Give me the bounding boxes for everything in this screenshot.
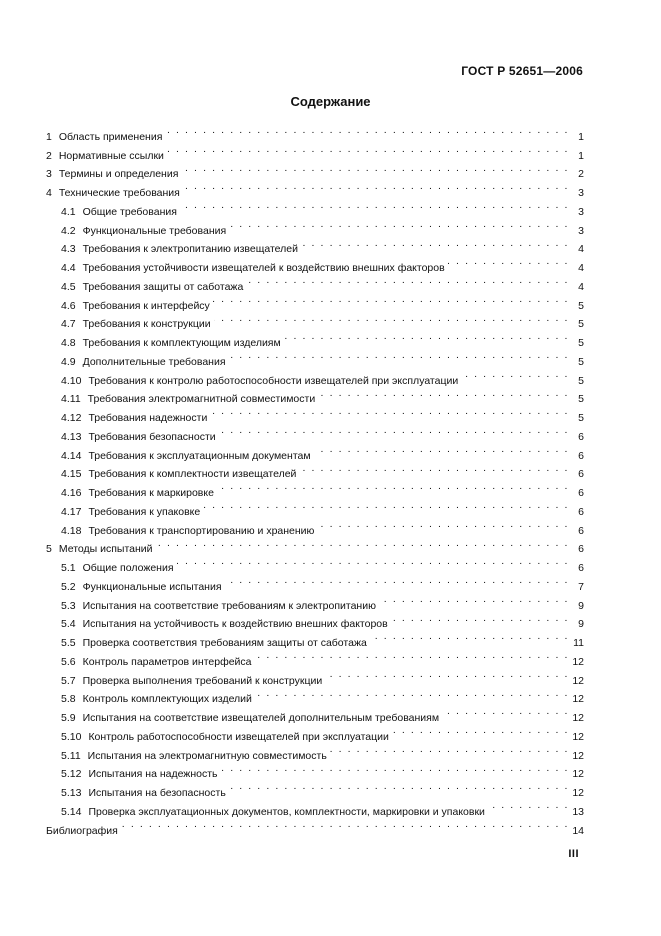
toc-entry-page: 4: [578, 243, 584, 256]
toc-entry-label: Испытания на соответствие требованиям к электропитанию: [82, 599, 376, 612]
toc-leader-dots: [167, 140, 569, 159]
toc-entry-page: 6: [578, 449, 584, 462]
toc-leader-dots: [217, 477, 569, 496]
toc-entry-page: 14: [572, 824, 584, 837]
toc-entry[interactable]: [46, 121, 584, 143]
toc-leader-dots: [210, 402, 569, 421]
toc-entry-label: Требования к упаковке: [88, 505, 201, 518]
toc-entry-number: 4.15: [61, 468, 82, 481]
toc-leader-dots: [448, 252, 569, 271]
toc-entry-label: Общие положения: [82, 562, 174, 574]
toc-entry-label: Методы испытаний: [58, 543, 153, 556]
toc-leader-dots: [442, 702, 569, 721]
toc-entry-label: Испытания на надежность: [88, 768, 218, 781]
toc-entry-page: 12: [572, 787, 584, 799]
toc-entry-number: 4.5: [61, 280, 76, 293]
toc-leader-dots: [213, 290, 569, 309]
toc-entry-page: 1: [578, 130, 584, 143]
toc-entry-label: Требования безопасности: [88, 430, 216, 443]
toc-entry-page: 6: [578, 524, 584, 537]
toc-entry-page: 7: [578, 580, 584, 593]
toc-leader-dots: [255, 684, 569, 703]
toc-entry-label: Требования электромагнитной совместимости: [87, 393, 316, 406]
toc-entry-number: 5.4: [61, 618, 76, 631]
toc-leader-dots: [165, 121, 569, 140]
page-title: Содержание: [290, 94, 371, 109]
toc-entry-label: Требования к конструкции: [82, 318, 211, 331]
toc-entry[interactable]: [46, 815, 584, 837]
toc-leader-dots: [318, 384, 569, 403]
toc-leader-dots: [461, 365, 569, 384]
toc-entry-label: Испытания на безопасность: [88, 787, 226, 799]
toc-entry-page: 5: [578, 374, 584, 387]
toc-entry-page: 6: [578, 505, 584, 518]
toc-leader-dots: [379, 590, 569, 609]
toc-entry-number: 5.9: [61, 712, 76, 724]
toc-leader-dots: [177, 552, 569, 571]
toc-entry-label: Нормативные ссылки: [58, 149, 164, 162]
toc-entry-number: 5.8: [61, 693, 76, 706]
toc-leader-dots: [229, 777, 569, 796]
toc-entry-label: Функциональные испытания: [82, 580, 222, 593]
toc-entry-number: 5.11: [61, 749, 81, 762]
toc-entry-number: 4.8: [61, 337, 76, 349]
toc-entry-number: 4.10: [61, 374, 82, 387]
toc-entry-label: Контроль работоспособности извещателей при эксплуатации: [88, 730, 389, 743]
toc-entry-page: 6: [578, 487, 584, 499]
toc-entry-number: 4.14: [61, 449, 82, 462]
toc-entry-label: Дополнительные требования: [82, 355, 226, 368]
toc-leader-dots: [214, 309, 569, 328]
toc-entry-page: 5: [578, 337, 584, 349]
toc-entry-number: 5.7: [61, 674, 76, 687]
toc-entry-number: 4.17: [61, 505, 82, 518]
toc-entry-page: 12: [572, 730, 584, 743]
toc-leader-dots: [229, 215, 569, 234]
toc-entry-page: 5: [578, 393, 584, 406]
toc-leader-dots: [181, 159, 569, 178]
document-code: ГОСТ Р 52651—2006: [461, 64, 583, 78]
toc-entry-number: 1: [46, 130, 52, 143]
toc-entry-page: 12: [572, 674, 584, 687]
toc-entry-label: Проверка выполнения требований к конструкции: [82, 674, 323, 687]
toc-entry-label: Требования к эксплуатационным документам: [88, 449, 311, 462]
toc-entry-number: 4.9: [61, 355, 76, 368]
toc-entry-page: 12: [572, 749, 584, 762]
toc-leader-dots: [392, 721, 569, 740]
toc-entry-label: Функциональные требования: [82, 224, 227, 237]
toc-entry-page: 4: [578, 262, 584, 274]
toc-leader-dots: [121, 815, 569, 834]
toc-entry-number: 5.1: [61, 562, 76, 574]
toc-entry-number: 5.10: [61, 730, 82, 743]
toc-entry-label: Проверка соответствия требованиям защиты от саботажа: [82, 637, 367, 649]
toc-entry-label: Общие требования: [82, 205, 177, 218]
toc-entry-page: 3: [578, 187, 584, 199]
toc-entry-page: 5: [578, 412, 584, 424]
table-of-contents: [46, 121, 584, 837]
toc-leader-dots: [203, 496, 569, 515]
toc-leader-dots: [299, 459, 569, 478]
toc-entry-number: 4.18: [61, 524, 82, 537]
toc-entry-number: 5.3: [61, 599, 76, 612]
toc-entry-page: 12: [572, 693, 584, 706]
toc-entry-page: 12: [572, 768, 584, 781]
toc-leader-dots: [221, 759, 570, 778]
toc-entry-label: Требования к транспортированию и хранению: [88, 524, 315, 537]
toc-entry-page: 5: [578, 299, 584, 312]
toc-entry-number: 4: [46, 187, 52, 199]
toc-leader-dots: [488, 796, 569, 815]
toc-entry-number: 5.14: [61, 805, 82, 818]
toc-entry-label: Требования к электропитанию извещателей: [82, 243, 298, 256]
toc-leader-dots: [317, 515, 569, 534]
toc-entry-number: 4.2: [61, 224, 76, 237]
toc-entry-label: Требования надежности: [88, 412, 208, 424]
toc-leader-dots: [246, 271, 569, 290]
toc-entry-label: Испытания на устойчивость к воздействию внешних факторов: [82, 618, 388, 631]
toc-entry-number: 4.1: [61, 205, 76, 218]
toc-entry-number: 4.13: [61, 430, 82, 443]
toc-leader-dots: [219, 421, 569, 440]
toc-entry-page: 3: [578, 224, 584, 237]
toc-leader-dots: [183, 177, 569, 196]
toc-leader-dots: [229, 346, 569, 365]
toc-leader-dots: [225, 571, 569, 590]
toc-leader-dots: [325, 665, 569, 684]
toc-entry-page: 13: [572, 805, 584, 818]
toc-entry-number: 2: [46, 149, 52, 162]
toc-entry-label: Контроль параметров интерфейса: [82, 655, 252, 668]
toc-leader-dots: [370, 627, 569, 646]
toc-entry-label: Требования к маркировке: [88, 487, 214, 499]
toc-entry-label: Требования к интерфейсу: [82, 299, 210, 312]
toc-entry-page: 6: [578, 430, 584, 443]
toc-entry-number: 4.3: [61, 243, 76, 256]
toc-entry-number: 4.11: [61, 393, 81, 406]
toc-entry-page: 12: [572, 655, 584, 668]
toc-entry-page: 1: [578, 149, 584, 162]
toc-entry-label: Термины и определения: [58, 168, 179, 181]
toc-entry-label: Требования к контролю работоспособности извещателей при эксплуатации: [88, 374, 459, 387]
toc-entry-page: 3: [578, 205, 584, 218]
toc-entry-page: 11: [573, 637, 584, 649]
toc-entry-page: 6: [578, 543, 584, 556]
toc-entry-label: Контроль комплектующих изделий: [82, 693, 252, 706]
toc-entry-number: 3: [46, 168, 52, 181]
toc-entry-page: 12: [572, 712, 584, 724]
toc-entry-page: 2: [578, 168, 584, 181]
toc-leader-dots: [255, 646, 569, 665]
toc-entry-page: 4: [578, 280, 584, 293]
page-number: III: [568, 848, 579, 860]
toc-entry-label: Требования к комплектности извещателей: [88, 468, 297, 481]
toc-entry-number: 5.13: [61, 787, 82, 799]
toc-entry-page: 9: [578, 618, 584, 631]
toc-entry-label: Проверка эксплуатационных документов, комплектности, маркировки и упаковки: [88, 805, 485, 818]
toc-leader-dots: [156, 534, 570, 553]
toc-entry-page: 6: [578, 562, 584, 574]
toc-entry-number: 4.7: [61, 318, 76, 331]
toc-entry-label: Требования защиты от саботажа: [82, 280, 244, 293]
toc-leader-dots: [301, 234, 569, 253]
toc-entry-number: 5.12: [61, 768, 82, 781]
toc-entry-number: 5.2: [61, 580, 76, 593]
toc-entry-number: 5.5: [61, 637, 76, 649]
toc-entry-page: 5: [578, 355, 584, 368]
toc-entry-page: 9: [578, 599, 584, 612]
toc-entry-label: Область применения: [58, 130, 163, 143]
toc-entry-number: 4.6: [61, 299, 76, 312]
toc-entry-page: 5: [578, 318, 584, 331]
toc-entry-number: 4.12: [61, 412, 82, 424]
toc-leader-dots: [180, 196, 569, 215]
toc-leader-dots: [314, 440, 569, 459]
toc-entry-label: Требования устойчивости извещателей к воздействию внешних факторов: [82, 262, 445, 274]
toc-leader-dots: [330, 740, 569, 759]
toc-entry-label: Технические требования: [58, 187, 180, 199]
toc-entry-number: 4.16: [61, 487, 82, 499]
toc-leader-dots: [284, 327, 569, 346]
toc-leader-dots: [391, 609, 569, 628]
toc-entry-number: 5: [46, 543, 52, 556]
toc-entry-number: 5.6: [61, 655, 76, 668]
toc-entry-label: Требования к комплектующим изделиям: [82, 337, 281, 349]
toc-entry-page: 6: [578, 468, 584, 481]
toc-entry-label: Библиография: [46, 824, 118, 837]
toc-entry-label: Испытания на электромагнитную совместимость: [87, 749, 327, 762]
toc-entry-label: Испытания на соответствие извещателей дополнительным требованиям: [82, 712, 440, 724]
toc-entry-number: 4.4: [61, 262, 76, 274]
